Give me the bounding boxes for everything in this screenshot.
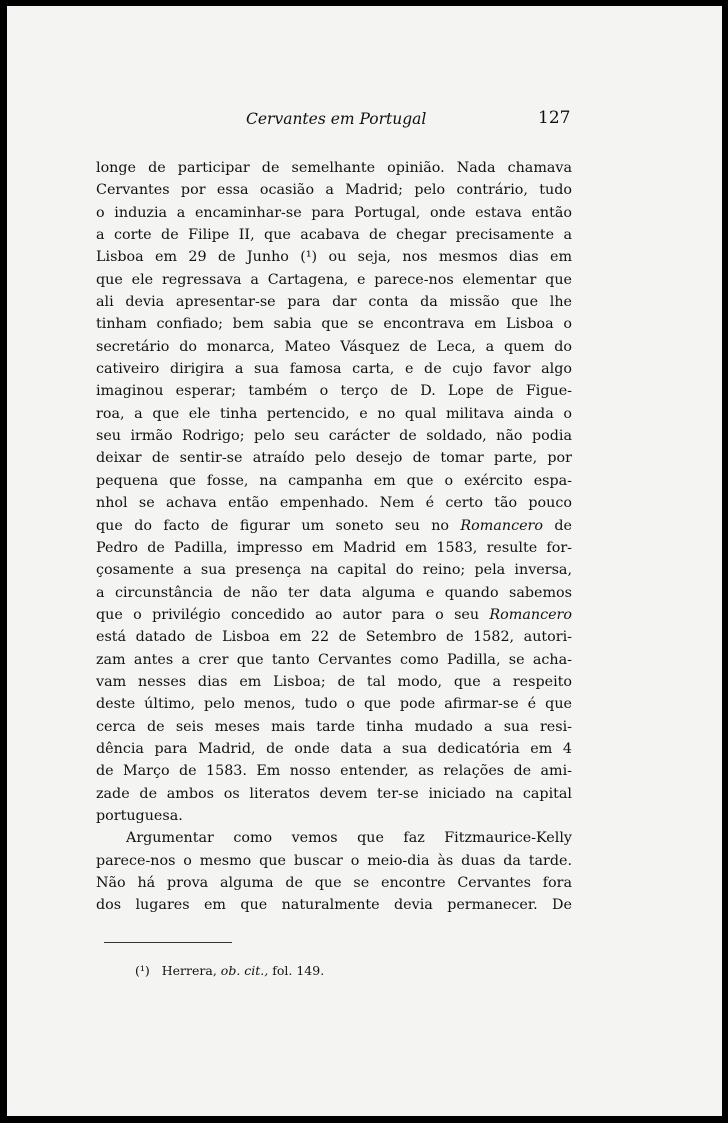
text-line: roa, a que ele tinha pertencido, e no qual militava ainda o: [96, 405, 572, 422]
text-line: Cervantes por essa ocasião a Madrid; pelo contrário, tudo: [96, 182, 572, 199]
paragraph-end-line: portuguesa.: [96, 807, 183, 824]
footnote-source: ob. cit.,: [220, 963, 269, 978]
text-line: dos lugares em que naturalmente devia permanecer. De: [96, 897, 572, 914]
text-line: tinham confiado; bem sabia que se encontrava em Lisboa o: [96, 316, 572, 333]
text-line: o induzia a encaminhar-se para Portugal, onde estava então: [96, 204, 572, 221]
text-line: parece-nos o mesmo que buscar o meio-dia às duas da tarde.: [96, 852, 572, 869]
running-head: [7, 110, 722, 134]
text-line: dência para Madrid, de onde data a sua dedicatória em 4: [96, 740, 572, 757]
text-line: cerca de seis meses mais tarde tinha mudado a sua resi-: [96, 718, 572, 735]
text-line: Não há prova alguma de que se encontre Cervantes fora: [96, 875, 572, 891]
footnote-author: Herrera,: [161, 963, 217, 978]
text-line: seu irmão Rodrigo; pelo seu carácter de soldado, não podia: [96, 428, 572, 445]
text-line: nhol se achava então empenhado. Nem é certo tão pouco: [96, 495, 572, 512]
text-line: imaginou esperar; também o terço de D. Lope de Figue-: [96, 383, 572, 400]
text-line: secretário do monarca, Mateo Vásquez de Leca, a quem do: [96, 338, 572, 355]
page-number: 127: [538, 108, 571, 128]
text-line: çosamente a sua presença na capital do reino; pela inversa,: [96, 562, 572, 579]
work-title: Romancero: [460, 517, 543, 534]
text-line: a circunstância de não ter data alguma e quando sabemos: [96, 584, 572, 601]
text-line: Pedro de Padilla, impresso em Madrid em 1583, resulte for-: [96, 539, 572, 556]
text-line: longe de participar de semelhante opinião. Nada chamava: [96, 160, 572, 176]
text-line: Lisboa em 29 de Junho (¹) ou seja, nos mesmos dias em: [96, 249, 572, 266]
body-text: [96, 157, 572, 917]
text-line: que do facto de figurar um soneto seu no Romancero de: [96, 517, 572, 534]
text-line: cativeiro dirigira a sua famosa carta, e de cujo favor algo: [96, 361, 572, 378]
footnote: [135, 963, 324, 978]
running-head-title: Cervantes em Portugal: [246, 110, 427, 128]
footnote-rule: [104, 942, 232, 943]
footnote-mark: (¹): [135, 963, 150, 978]
footnote-location: fol. 149.: [272, 963, 325, 978]
book-page: [7, 6, 722, 1116]
work-title: Romancero: [489, 606, 572, 623]
text-line: está datado de Lisboa em 22 de Setembro de 1582, autori-: [96, 629, 572, 646]
text-line: deste último, pelo menos, tudo o que pode afirmar-se é que: [96, 696, 572, 713]
text-line: a corte de Filipe II, que acabava de chegar precisamente a: [96, 227, 572, 244]
text-line: que o privilégio concedido ao autor para o seu Romancero: [96, 606, 572, 623]
text-line: vam nesses dias em Lisboa; de tal modo, que a respeito: [96, 673, 572, 690]
paragraph-start-line: Argumentar como vemos que faz Fitzmaurice-Kelly: [126, 830, 572, 847]
text-line: deixar de sentir-se atraído pelo desejo de tomar parte, por: [96, 450, 572, 467]
text-line: de Março de 1583. Em nosso entender, as relações de ami-: [96, 763, 572, 780]
text-line: ali devia apresentar-se para dar conta da missão que lhe: [96, 294, 572, 311]
text-line: pequena que fosse, na campanha em que o exército espa-: [96, 472, 572, 489]
text-line: zade de ambos os literatos devem ter-se iniciado na capital: [96, 785, 572, 802]
text-line: zam antes a crer que tanto Cervantes como Padilla, se acha-: [96, 651, 572, 668]
text-line: que ele regressava a Cartagena, e parece-nos elementar que: [96, 271, 572, 288]
